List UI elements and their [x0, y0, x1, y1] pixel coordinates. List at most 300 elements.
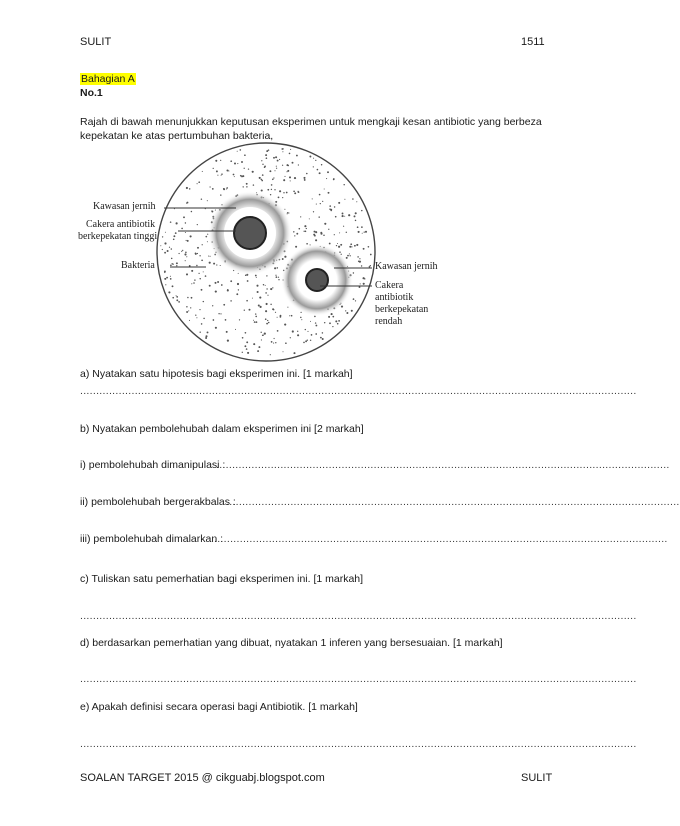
bacteria-dot	[337, 323, 339, 325]
bacteria-dot	[342, 213, 344, 215]
bacteria-dot	[277, 160, 279, 162]
label-clear-zone-right: Kawasan jernih	[375, 261, 438, 272]
label-disc-high-1: Cakera antibiotik	[86, 219, 156, 230]
bacteria-dot	[365, 231, 367, 233]
bacteria-dot	[303, 177, 305, 179]
bacteria-dot	[237, 283, 239, 285]
bacteria-dot	[361, 210, 362, 211]
bacteria-dot	[360, 283, 361, 284]
bacteria-dot	[266, 157, 268, 159]
bacteria-dot	[294, 192, 296, 194]
bacteria-dot	[290, 337, 291, 338]
bacteria-dot	[173, 235, 175, 237]
bacteria-dot	[268, 322, 270, 324]
bacteria-dot	[293, 231, 294, 232]
bacteria-dot	[178, 301, 180, 303]
bacteria-dot	[247, 352, 249, 354]
bacteria-dot	[329, 243, 331, 245]
bacteria-dot	[355, 300, 356, 301]
bacteria-dot	[258, 304, 260, 306]
bacteria-dot	[256, 285, 258, 287]
answer-line-b-i[interactable]: .............................................................................................................................................	[216, 459, 670, 471]
bacteria-dot	[185, 222, 186, 223]
bacteria-dot	[339, 232, 340, 233]
bacteria-dot	[305, 329, 306, 330]
bacteria-dot	[289, 176, 291, 178]
bacteria-dot	[167, 250, 169, 252]
bacteria-dot	[287, 307, 288, 308]
bacteria-dot	[211, 211, 212, 212]
bacteria-dot	[320, 232, 322, 234]
bacteria-dot	[322, 338, 324, 340]
bacteria-dot	[213, 319, 215, 321]
question-b-ii-label: ii) pembolehubah bergerakbalas :	[80, 496, 236, 508]
bacteria-dot	[337, 243, 338, 244]
bacteria-dot	[273, 343, 274, 344]
bacteria-dot	[344, 199, 345, 200]
bacteria-dot	[207, 200, 208, 201]
bacteria-dot	[170, 221, 172, 223]
bacteria-dot	[277, 330, 279, 332]
bacteria-dot	[172, 263, 173, 264]
bacteria-dot	[201, 259, 203, 261]
bacteria-dot	[190, 307, 191, 308]
bacteria-dot	[262, 164, 263, 165]
bacteria-dot	[261, 160, 262, 161]
bacteria-dot	[205, 335, 207, 337]
bacteria-dot	[187, 297, 189, 299]
bacteria-dot	[212, 305, 213, 306]
bacteria-dot	[252, 171, 254, 173]
bacteria-dot	[162, 249, 163, 250]
bacteria-dot	[284, 324, 286, 326]
bacteria-dot	[293, 190, 295, 192]
bacteria-dot	[274, 267, 276, 269]
bacteria-dot	[286, 164, 288, 166]
bacteria-dot	[248, 168, 249, 169]
bacteria-dot	[164, 252, 166, 254]
bacteria-dot	[271, 184, 273, 186]
bacteria-dot	[357, 256, 359, 258]
bacteria-dot	[275, 342, 276, 343]
bacteria-dot	[253, 343, 255, 345]
bacteria-dot	[264, 333, 266, 335]
bacteria-dot	[215, 282, 217, 284]
bacteria-dot	[334, 234, 335, 235]
bacteria-dot	[166, 277, 168, 279]
bacteria-dot	[252, 298, 253, 299]
bacteria-dot	[283, 179, 285, 181]
bacteria-dot	[233, 174, 235, 176]
bacteria-dot	[275, 312, 276, 313]
bacteria-dot	[290, 180, 291, 181]
bacteria-dot	[270, 288, 272, 290]
bacteria-dot	[315, 325, 317, 327]
bacteria-dot	[311, 334, 313, 336]
bacteria-dot	[196, 317, 197, 318]
bacteria-dot	[246, 300, 248, 302]
bacteria-dot	[286, 171, 287, 172]
bacteria-dot	[322, 332, 324, 334]
bacteria-dot	[235, 329, 236, 330]
bacteria-dot	[359, 258, 360, 259]
bacteria-dot	[354, 245, 356, 247]
bacteria-dot	[237, 151, 238, 152]
bacteria-dot	[255, 316, 257, 318]
bacteria-dot	[338, 202, 340, 204]
bacteria-dot	[369, 266, 371, 268]
bacteria-dot	[176, 265, 177, 266]
bacteria-dot	[320, 203, 321, 204]
bacteria-dot	[275, 156, 277, 158]
bacteria-dot	[282, 197, 283, 198]
bacteria-dot	[184, 253, 186, 255]
label-bacteria: Bakteria	[121, 260, 155, 271]
bacteria-dot	[249, 309, 251, 311]
bacteria-dot	[234, 176, 235, 177]
bacteria-dot	[305, 230, 307, 232]
bacteria-dot	[160, 245, 161, 246]
bacteria-dot	[197, 253, 198, 254]
bacteria-dot	[246, 341, 248, 343]
bacteria-dot	[269, 170, 271, 172]
question-b-i	[80, 459, 225, 471]
bacteria-dot	[212, 188, 214, 190]
bacteria-dot	[257, 350, 259, 352]
bacteria-dot	[253, 184, 254, 185]
bacteria-dot	[255, 313, 256, 314]
bacteria-dot	[324, 189, 325, 190]
bacteria-dot	[171, 258, 173, 260]
bacteria-dot	[313, 166, 314, 167]
bacteria-dot	[329, 205, 331, 207]
bacteria-dot	[286, 192, 288, 194]
bacteria-dot	[196, 265, 197, 266]
bacteria-dot	[162, 236, 163, 237]
bacteria-dot	[270, 354, 271, 355]
header-right: 1511	[521, 36, 545, 48]
bacteria-dot	[335, 320, 337, 322]
answer-line-a[interactable]: .............................................................................................................................................................................	[80, 385, 637, 397]
bacteria-dot	[272, 178, 274, 180]
bacteria-dot	[266, 150, 268, 152]
bacteria-dot	[282, 165, 283, 166]
answer-line-b-iii[interactable]: .............................................................................................................................................	[214, 533, 668, 545]
bacteria-dot	[176, 299, 178, 301]
bacteria-dot	[324, 223, 326, 225]
label-disc-high-2: berkepekatan tinggi	[78, 231, 158, 242]
answer-line-b-ii[interactable]: .............................................................................................................................................	[226, 496, 680, 508]
bacteria-dot	[169, 247, 170, 248]
bacteria-dot	[203, 271, 204, 272]
bacteria-dot	[253, 320, 254, 321]
bacteria-dot	[261, 339, 262, 340]
bacteria-dot	[230, 300, 232, 302]
bacteria-dot	[303, 231, 304, 232]
bacteria-dot	[282, 148, 283, 149]
bacteria-dot	[198, 273, 199, 274]
question-b-iii	[80, 533, 223, 545]
bacteria-dot	[198, 181, 200, 183]
bacteria-dot	[165, 232, 166, 233]
bacteria-dot	[282, 151, 283, 152]
bacteria-dot	[359, 261, 361, 263]
bacteria-dot	[216, 264, 217, 265]
bacteria-dot	[261, 179, 263, 181]
bacteria-dot	[273, 309, 274, 310]
bacteria-dot	[343, 184, 344, 185]
bacteria-dot	[242, 352, 243, 353]
bacteria-dot	[279, 190, 281, 192]
bacteria-dot	[315, 239, 317, 241]
bacteria-dot	[287, 212, 288, 213]
bacteria-dot	[170, 264, 172, 266]
bacteria-dot	[255, 275, 257, 277]
bacteria-dot	[201, 289, 203, 291]
bacteria-dot	[186, 240, 187, 241]
footer-left: SOALAN TARGET 2015 @ cikguabj.blogspot.com	[80, 772, 325, 784]
bacteria-dot	[226, 169, 228, 171]
bacteria-dot	[213, 168, 214, 169]
answer-line-e[interactable]: .............................................................................................................................................................................	[80, 738, 637, 750]
bacteria-dot	[340, 244, 342, 246]
bacteria-dot	[273, 157, 275, 159]
bacteria-dot	[351, 246, 352, 247]
bacteria-dot	[296, 233, 298, 235]
bacteria-dot	[292, 330, 294, 332]
bacteria-dot	[362, 233, 363, 234]
bacteria-dot	[170, 276, 171, 277]
bacteria-dot	[186, 187, 188, 189]
bacteria-dot	[295, 246, 297, 248]
bacteria-dot	[230, 280, 232, 282]
label-disc-low-4: rendah	[375, 316, 403, 327]
bacteria-dot	[261, 189, 263, 191]
bacteria-dot	[297, 191, 298, 192]
bacteria-dot	[186, 202, 187, 203]
bacteria-dot	[197, 247, 199, 249]
bacteria-dot	[317, 169, 319, 171]
bacteria-dot	[313, 211, 314, 212]
bacteria-dot	[320, 337, 322, 339]
bacteria-dot	[223, 188, 225, 190]
bacteria-dot	[273, 177, 274, 178]
bacteria-dot	[244, 154, 246, 156]
bacteria-dot	[256, 277, 257, 278]
question-a: a) Nyatakan satu hipotesis bagi eksperimen ini. [1 markah]	[80, 368, 353, 380]
bacteria-dot	[191, 211, 193, 213]
bacteria-dot	[240, 175, 242, 177]
bacteria-dot	[279, 159, 280, 160]
bacteria-dot	[315, 160, 316, 161]
intro-text: Rajah di bawah menunjukkan keputusan eksperimen untuk mengkaji kesan antibiotic yang berbeza kepekatan ke atas pertumbuhan bakteria,	[80, 116, 542, 142]
bacteria-dot	[326, 178, 327, 179]
bacteria-dot	[185, 232, 186, 233]
bacteria-dot	[164, 242, 166, 244]
bacteria-dot	[300, 317, 302, 319]
bacteria-dot	[314, 231, 316, 233]
bacteria-dot	[354, 215, 356, 217]
bacteria-dot	[283, 192, 284, 193]
bacteria-dot	[306, 243, 308, 245]
bacteria-dot	[298, 164, 299, 165]
bacteria-dot	[315, 231, 317, 233]
bacteria-dot	[327, 171, 329, 173]
bacteria-dot	[190, 235, 192, 237]
bacteria-dot	[236, 293, 238, 295]
bacteria-dot	[197, 183, 198, 184]
question-d: d) berdasarkan pemerhatian yang dibuat, nyatakan 1 inferen yang bersesuaian. [1 markah]	[80, 637, 503, 649]
bacteria-dot	[364, 231, 365, 232]
bacteria-dot	[228, 170, 229, 171]
bacteria-dot	[353, 272, 354, 273]
bacteria-dot	[208, 256, 209, 257]
bacteria-dot	[178, 253, 179, 254]
bacteria-dot	[186, 311, 188, 313]
bacteria-dot	[201, 198, 202, 199]
bacteria-dot	[193, 282, 195, 284]
bacteria-dot	[263, 284, 264, 285]
bacteria-dot	[342, 215, 344, 217]
bacteria-dot	[194, 279, 195, 280]
bacteria-dot	[265, 318, 267, 320]
bacteria-dot	[164, 278, 166, 280]
bacteria-dot	[347, 255, 349, 257]
bacteria-dot	[209, 186, 210, 187]
bacteria-dot	[220, 265, 221, 266]
bacteria-dot	[276, 168, 277, 169]
bacteria-dot	[238, 289, 239, 290]
bacteria-dot	[195, 315, 196, 316]
bacteria-dot	[260, 306, 262, 308]
bacteria-dot	[189, 320, 190, 321]
bacteria-dot	[170, 278, 172, 280]
bacteria-dot	[276, 276, 278, 278]
question-b: b) Nyatakan pembolehubah dalam eksperimen ini [2 markah]	[80, 423, 364, 435]
answer-line-d[interactable]: .............................................................................................................................................................................	[80, 673, 637, 685]
bacteria-dot	[262, 335, 263, 336]
bacteria-dot	[343, 226, 344, 227]
bacteria-dot	[319, 194, 321, 196]
bacteria-dot	[183, 216, 185, 218]
bacteria-dot	[292, 162, 294, 164]
bacteria-dot	[274, 170, 275, 171]
bacteria-dot	[323, 234, 325, 236]
answer-line-c[interactable]: .............................................................................................................................................................................	[80, 610, 637, 622]
bacteria-dot	[328, 192, 330, 194]
bacteria-dot	[210, 256, 211, 257]
bacteria-dot	[262, 174, 264, 176]
bacteria-dot	[304, 179, 306, 181]
bacteria-dot	[223, 304, 225, 306]
label-disc-low-2: antibiotik	[375, 292, 414, 303]
bacteria-dot	[349, 253, 350, 254]
bacteria-dot	[234, 162, 236, 164]
antibiotic-disc-low	[306, 269, 328, 291]
bacteria-dot	[353, 298, 355, 300]
bacteria-dot	[277, 267, 279, 269]
bacteria-dot	[195, 252, 197, 254]
bacteria-dot	[275, 275, 276, 276]
bacteria-dot	[164, 272, 165, 273]
bacteria-dot	[287, 170, 289, 172]
bacteria-dot	[201, 323, 203, 325]
bacteria-dot	[289, 153, 291, 155]
bacteria-dot	[199, 309, 200, 310]
bacteria-dot	[333, 178, 335, 180]
bacteria-dot	[314, 235, 316, 237]
bacteria-dot	[191, 297, 193, 299]
bacteria-dot	[188, 310, 189, 311]
bacteria-dot	[294, 177, 296, 179]
bacteria-dot	[258, 346, 260, 348]
bacteria-dot	[246, 186, 247, 187]
bacteria-dot	[363, 283, 365, 285]
bacteria-dot	[297, 331, 298, 332]
bacteria-dot	[272, 287, 273, 288]
label-clear-zone-left: Kawasan jernih	[93, 201, 156, 212]
section-title-text: Bahagian A	[81, 73, 135, 85]
bacteria-dot	[266, 288, 267, 289]
label-disc-low-3: berkepekatan	[375, 304, 429, 315]
bacteria-dot	[293, 352, 295, 354]
bacteria-dot	[280, 315, 282, 317]
bacteria-dot	[351, 310, 353, 312]
bacteria-dot	[242, 337, 244, 339]
bacteria-dot	[199, 255, 200, 256]
bacteria-dot	[348, 214, 350, 216]
question-c: c) Tuliskan satu pemerhatian bagi eksperimen ini. [1 markah]	[80, 573, 364, 585]
bacteria-dot	[364, 278, 365, 279]
bacteria-dot	[356, 244, 358, 246]
bacteria-dot	[315, 333, 317, 335]
label-disc-low-1: Cakera	[375, 280, 404, 291]
bacteria-dot	[185, 252, 187, 254]
bacteria-dot	[303, 342, 305, 344]
bacteria-dot	[175, 232, 177, 234]
bacteria-dot	[346, 232, 347, 233]
bacteria-dot	[215, 160, 217, 162]
bacteria-dot	[278, 277, 279, 278]
bacteria-dot	[213, 263, 215, 265]
bacteria-dot	[186, 306, 188, 308]
bacteria-dot	[237, 163, 238, 164]
bacteria-dot	[239, 319, 240, 320]
bacteria-dot	[278, 197, 280, 199]
bacteria-dot	[197, 224, 198, 225]
bacteria-dot	[297, 334, 299, 336]
bacteria-dot	[305, 340, 307, 342]
bacteria-dot	[176, 295, 177, 296]
bacteria-dot	[265, 154, 267, 156]
bacteria-dot	[319, 172, 321, 174]
bacteria-dot	[277, 317, 278, 318]
bacteria-dot	[185, 260, 186, 261]
bacteria-dot	[274, 338, 275, 339]
bacteria-dot	[259, 297, 261, 299]
bacteria-dot	[363, 248, 365, 250]
bacteria-dot	[316, 204, 317, 205]
bacteria-dot	[331, 313, 333, 315]
bacteria-dot	[246, 348, 248, 350]
bacteria-dot	[215, 291, 217, 293]
bacteria-dot	[332, 326, 333, 327]
bacteria-dot	[186, 256, 187, 257]
bacteria-dot	[301, 319, 302, 320]
bacteria-dot	[171, 248, 173, 250]
bacteria-dot	[199, 331, 200, 332]
bacteria-dot	[276, 166, 277, 167]
